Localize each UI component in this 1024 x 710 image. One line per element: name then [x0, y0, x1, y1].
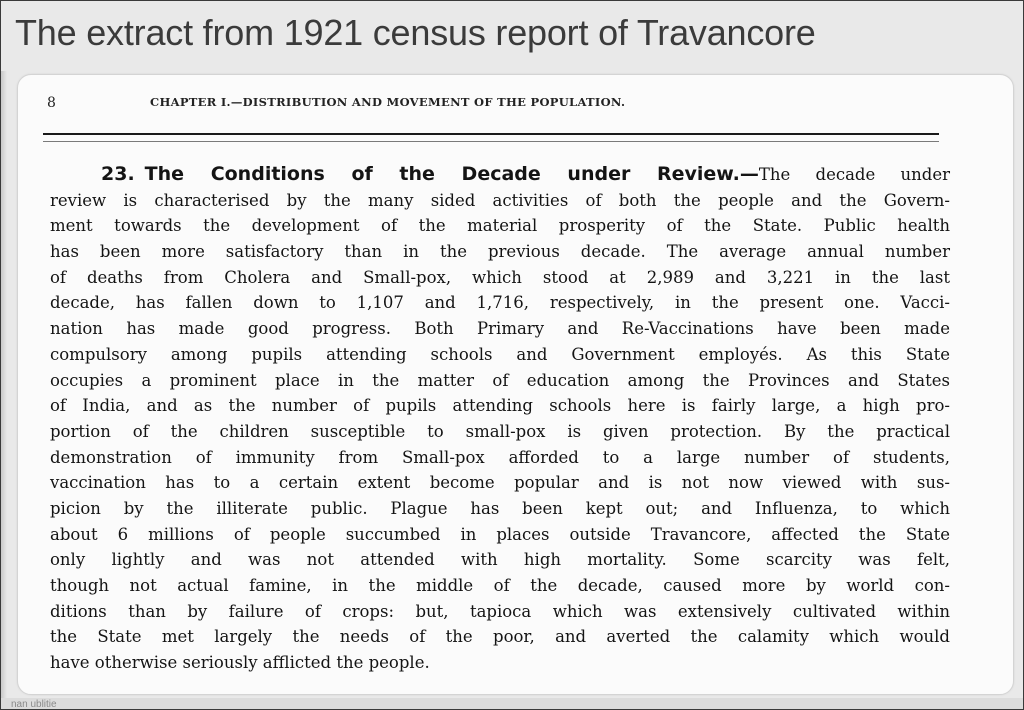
- paragraph-line: ditions than by failure of crops: but, tapioca which was extensively cultivated within: [50, 601, 950, 621]
- paragraph-line: of deaths from Cholera and Small-pox, which stood at 2,989 and 3,221 in the last: [50, 267, 950, 287]
- paragraph-line: [50, 162, 950, 188]
- paragraph-line: only lightly and was not attended with high mortality. Some scarcity was felt,: [50, 550, 950, 570]
- paragraph-line: has been more satisfactory than in the previous decade. The average annual number: [50, 242, 950, 262]
- paragraph-line: review is characterised by the many sided activities of both the people and the Govern-: [50, 190, 950, 210]
- paragraph-line: portion of the children susceptible to small-pox is given protection. By the practical: [50, 421, 950, 441]
- header-rule-thin: [43, 141, 939, 142]
- paragraph-line: demonstration of immunity from Small-pox afforded to a large number of students,: [50, 447, 950, 467]
- post-caption: The extract from 1921 census report of Travancore: [15, 12, 816, 53]
- paragraph-line: nation has made good progress. Both Primary and Re-Vaccinations have been made: [50, 319, 950, 339]
- paragraph-line: have otherwise seriously afflicted the people.: [50, 653, 430, 673]
- bottom-strip: [1, 698, 1024, 710]
- paragraph-line: about 6 millions of people succumbed in places outside Travancore, affected the State: [50, 524, 950, 544]
- running-head: CHAPTER I.—DISTRIBUTION AND MOVEMENT OF THE POPULATION.: [150, 95, 626, 109]
- paragraph-line-text: The decade under: [758, 165, 950, 184]
- paragraph-line: of India, and as the number of pupils attending schools here is fairly large, a high pro-: [50, 396, 950, 416]
- page-number: 8: [47, 95, 56, 111]
- paragraph-line: decade, has fallen down to 1,107 and 1,716, respectively, in the present one. Vacci-: [50, 293, 950, 313]
- paragraph-line: vaccination has to a certain extent become popular and is not now viewed with sus-: [50, 473, 950, 493]
- header-rule: [43, 133, 939, 135]
- paragraph-line: ment towards the development of the material prosperity of the State. Public health: [50, 216, 950, 236]
- paragraph-line: the State met largely the needs of the poor, and averted the calamity which would: [50, 627, 950, 647]
- section-number: 23.: [101, 163, 135, 185]
- left-edge-shadow: [1, 71, 7, 710]
- section-title: The Conditions of the Decade under Review.—: [144, 163, 759, 185]
- census-extract-image[interactable]: [17, 74, 1014, 695]
- paragraph-line: compulsory among pupils attending schools and Government employés. As this State: [50, 344, 950, 364]
- bottom-hint-text: nan ublitie: [11, 699, 57, 710]
- section-body: [50, 162, 950, 676]
- paragraph-line: picion by the illiterate public. Plague has been kept out; and Influenza, to which: [50, 498, 950, 518]
- paragraph-line: though not actual famine, in the middle of the decade, caused more by world con-: [50, 576, 950, 595]
- paragraph-line: occupies a prominent place in the matter of education among the Provinces and States: [50, 370, 950, 390]
